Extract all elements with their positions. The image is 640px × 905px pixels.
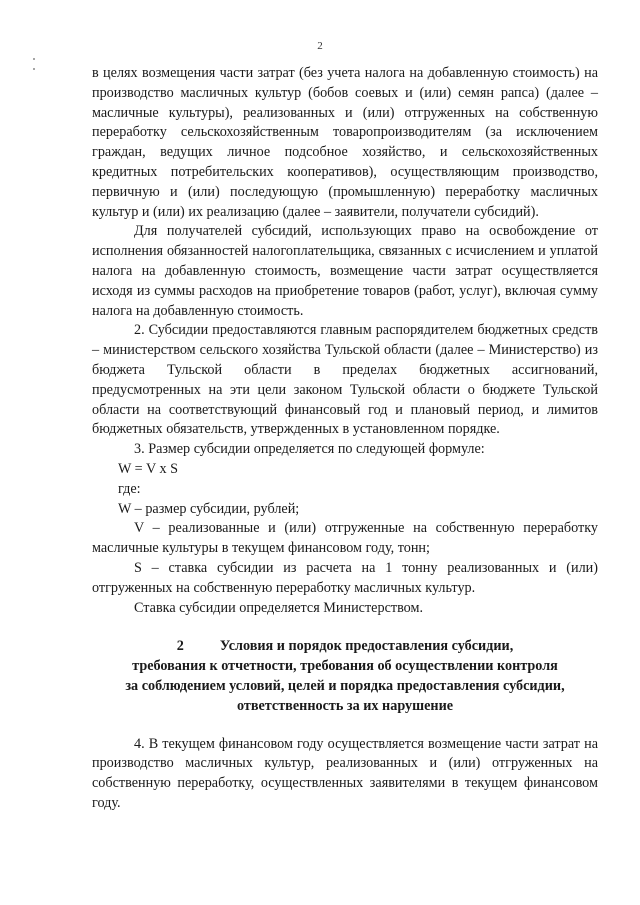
scan-speck xyxy=(33,58,35,60)
scan-speck xyxy=(33,68,35,70)
section-title-line-3: за соблюдением условий, целей и порядка предоставления субсидии, xyxy=(125,677,565,694)
section-title-line-2: требования к отчетности, требования об осуществлении контроля xyxy=(132,658,558,675)
paragraph-clause-4: 4. В текущем финансовом году осуществляется возмещение части затрат на производство масличных культур, реализованных и (или) отгруженных на собственную переработку, осуществленных заявителями в текущем финансовом году. xyxy=(92,735,598,811)
section-title-line-4: ответственность за их нарушение xyxy=(236,697,454,714)
formula-where: где: xyxy=(118,480,141,497)
formula-v-definition: V – реализованные и (или) отгруженные на собственную переработку масличные культуры в текущем финансовом году, тонн; xyxy=(92,520,598,557)
paragraph-clause-3: 3. Размер субсидии определяется по следующей формуле: xyxy=(134,441,485,458)
formula-w-definition: W – размер субсидии, рублей; xyxy=(118,500,300,517)
section-heading xyxy=(92,637,598,716)
page-number: 2 xyxy=(317,40,323,52)
paragraph-purpose: в целях возмещения части затрат (без учета налога на добавленную стоимость) на производство масличных культур (бобов соевых и (или) семян рапса) (далее – масличные культуры), реализованных и (или) отгруженных на собственную переработку сельскохозяйственным товаропроизводителям (за исключением граждан, ведущих личное подсобное хозяйство, и сельскохозяйственных кредитных потребительских кооперативов), осуществляющим производство, первичную и (или) последующую (промышленную) переработку масличных культур и (или) их реализацию (далее – заявители, получатели субсидий). xyxy=(92,65,598,220)
formula-s-definition: S – ставка субсидии из расчета на 1 тонну реализованных и (или) отгруженных на собственную переработку масличных культур. xyxy=(92,559,598,596)
subsidy-rate-note: Ставка субсидии определяется Министерством. xyxy=(134,599,424,616)
paragraph-clause-2: 2. Субсидии предоставляются главным распорядителем бюджетных средств – министерством сельского хозяйства Тульской области (далее – Министерство) из бюджета Тульской области в пределах бюджетных ассигнований, предусмотренных на эти цели законом Тульской области о бюджете Тульской области на соответствующий финансовый год и плановый период, и лимитов бюджетных обязательств, утвержденных в установленном порядке. xyxy=(92,322,598,438)
section-title-line-1: Условия и порядок предоставления субсидии, xyxy=(219,638,514,655)
paragraph-vat-exemption: Для получателей субсидий, использующих право на освобождение от исполнения обязанностей налогоплательщика, связанных с исчислением и уплатой налога на добавленную стоимость, возмещение части затрат осуществляется исходя из суммы расходов на приобретение товаров (работ, услуг), включая сумму налога на добавленную стоимость. xyxy=(92,223,598,319)
subsidy-formula: W = V x S xyxy=(118,460,179,477)
section-number: 2 xyxy=(176,638,184,655)
